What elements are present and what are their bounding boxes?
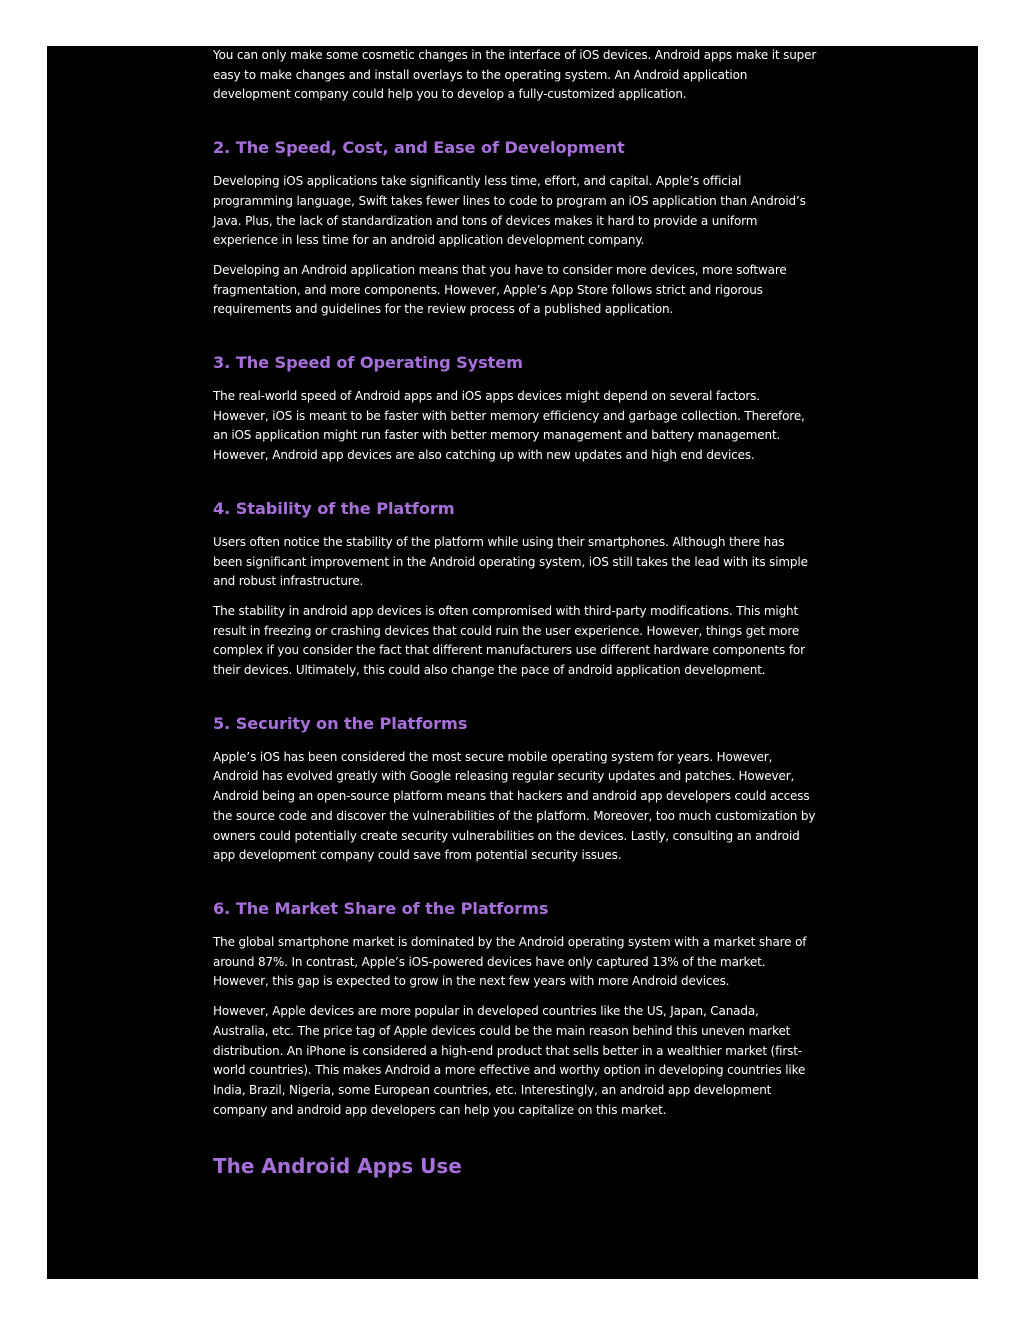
section-heading-security: 5. Security on the Platforms bbox=[213, 713, 468, 733]
section-paragraph: However, Apple devices are more popular in developed countries like the US, Japan, Canada, Australia, etc. The price tag of Apple devices could be the main reason behind this uneven market distribution. An iPhone is considered a high-end product that sells better in a wealthier market (first-world countries). This makes Android a more effective and worthy option in developing countries like India, Brazil, Nigeria, some European countries, etc. Interestingly, an android app development company and android app developers can help you capitalize on this market. bbox=[213, 1004, 806, 1117]
article-content bbox=[213, 46, 817, 1180]
section-paragraph: Developing iOS applications take significantly less time, effort, and capital. Apple’s official programming language, Swift takes fewer lines to code to program an iOS application than Android’s Java. Plus, the lack of standardization and tons of devices makes it hard to provide a uniform experience in less time for an android application development company. bbox=[213, 174, 806, 248]
section-heading-speed-cost-ease: 2. The Speed, Cost, and Ease of Development bbox=[213, 138, 625, 158]
section-paragraph: The global smartphone market is dominated by the Android operating system with a market share of around 87%. In contrast, Apple’s iOS-powered devices have only captured 13% of the market. However, this gap is expected to grow in the next few years with more Android devices. bbox=[213, 934, 807, 989]
final-heading: The Android Apps Use bbox=[213, 1154, 462, 1179]
article-page bbox=[47, 46, 978, 1279]
section-paragraph: Developing an Android application means that you have to consider more devices, more software fragmentation, and more components. However, Apple’s App Store follows strict and rigorous requirements and guidelines for the review process of a published application. bbox=[213, 262, 787, 317]
section-heading-os-speed: 3. The Speed of Operating System bbox=[213, 353, 523, 373]
section-paragraph: Apple’s iOS has been considered the most secure mobile operating system for years. However, Android has evolved greatly with Google releasing regular security updates and patches. However, Android being an open-source platform means that hackers and android app developers could access the source code and discover the vulnerabilities of the platform. Moreover, too much customization by owners could potentially create security vulnerabilities on the devices. Lastly, consulting an android app development company could save from potential security issues. bbox=[213, 749, 816, 863]
section-heading-stability: 4. Stability of the Platform bbox=[213, 498, 455, 518]
section-paragraph: The real-world speed of Android apps and iOS apps devices might depend on several factors. However, iOS is meant to be faster with better memory efficiency and garbage collection. Therefore, an iOS application might run faster with better memory management and battery management. However, Android app devices are also catching up with new updates and high end devices. bbox=[213, 389, 805, 463]
section-paragraph: Users often notice the stability of the platform while using their smartphones. Although there has been significant improvement in the Android operating system, iOS still takes the lead with its simple and robust infrastructure. bbox=[213, 534, 808, 589]
intro-paragraph: You can only make some cosmetic changes in the interface of iOS devices. Android apps make it super easy to make changes and install overlays to the operating system. An Android application development company could help you to develop a fully-customized application. bbox=[213, 48, 817, 102]
section-paragraph: The stability in android app devices is often compromised with third-party modifications. This might result in freezing or crashing devices that could ruin the user experience. However, things get more complex if you consider the fact that different manufacturers use different hardware components for their devices. Ultimately, this could also change the pace of android application development. bbox=[213, 603, 805, 678]
section-heading-market-share: 6. The Market Share of the Platforms bbox=[213, 898, 549, 918]
